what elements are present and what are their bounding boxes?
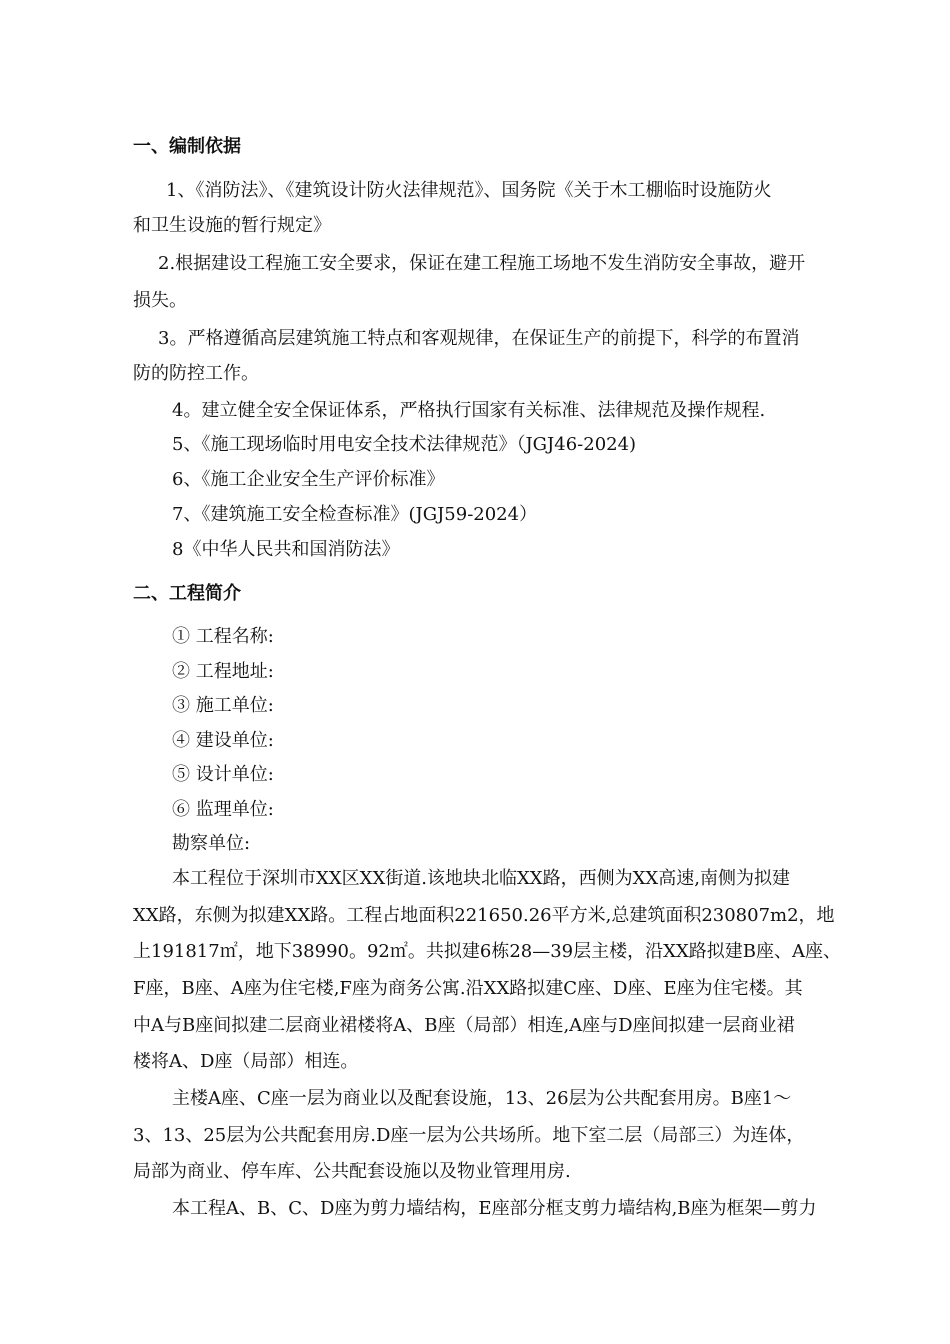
para1-line-3: 上191817㎡，地下38990。92㎡。共拟建6栋28—39层主楼，沿XX路拟建B座、A座、 xyxy=(133,941,841,962)
basis-line-6: 6、《施工企业安全生产评价标准》 xyxy=(172,469,445,490)
basis-line-1: 1、《消防法》、《建筑设计防火法律规范》、国务院《关于木工棚临时设施防火 xyxy=(166,180,772,201)
basis-line-1-cont: 和卫生设施的暂行规定》 xyxy=(133,215,331,236)
overview-item-survey-unit: 勘察单位: xyxy=(172,833,251,854)
basis-line-2-cont: 损失。 xyxy=(133,290,187,311)
para1-line-5: 中A与B座间拟建二层商业裙楼将A、B座（局部）相连,A座与D座间拟建一层商业裙 xyxy=(133,1015,795,1036)
basis-line-3: 3。严格遵循高层建筑施工特点和客观规律，在保证生产的前提下，科学的布置消 xyxy=(158,328,800,349)
para2-line-2: 3、13、25层为公共配套用房.D座一层为公共场所。地下室二层（局部三）为连体， xyxy=(133,1125,805,1146)
para1-line-2: XX路，东侧为拟建XX路。工程占地面积221650.26平方米,总建筑面积230807m2，地 xyxy=(133,905,835,926)
overview-item-owner-unit: ④ 建设单位: xyxy=(172,730,274,751)
para1-line-6: 楼将A、D座（局部）相连。 xyxy=(133,1051,359,1072)
overview-item-design-unit: ⑤ 设计单位: xyxy=(172,764,274,785)
para3-line-1: 本工程A、B、C、D座为剪力墙结构，E座部分框支剪力墙结构,B座为框架—剪力 xyxy=(172,1198,817,1219)
section-heading-basis: 一、编制依据 xyxy=(133,136,241,157)
para1-line-1: 本工程位于深圳市XX区XX街道.该地块北临XX路，西侧为XX高速,南侧为拟建 xyxy=(172,868,790,889)
section-heading-overview: 二、工程简介 xyxy=(133,583,241,604)
overview-item-supervision-unit: ⑥ 监理单位: xyxy=(172,799,274,820)
para2-line-3: 局部为商业、停车库、公共配套设施以及物业管理用房. xyxy=(133,1161,571,1182)
basis-line-8: 8《中华人民共和国消防法》 xyxy=(172,539,400,560)
overview-item-project-name: ① 工程名称: xyxy=(172,626,274,647)
basis-line-3-cont: 防的防控工作。 xyxy=(133,363,259,384)
basis-line-5: 5、《施工现场临时用电安全技术法律规范》（JGJ46-2024) xyxy=(172,434,637,455)
basis-line-4: 4。建立健全安全保证体系，严格执行国家有关标准、法律规范及操作规程. xyxy=(172,400,766,421)
basis-line-7: 7、《建筑施工安全检查标准》(JGJ59-2024） xyxy=(172,504,538,525)
overview-item-construction-unit: ③ 施工单位: xyxy=(172,695,274,716)
overview-item-project-address: ② 工程地址: xyxy=(172,661,274,682)
basis-line-2: 2.根据建设工程施工安全要求，保证在建工程施工场地不发生消防安全事故，避开 xyxy=(158,253,806,274)
para1-line-4: F座，B座、A座为住宅楼,F座为商务公寓.沿XX路拟建C座、D座、E座为住宅楼。其 xyxy=(133,978,803,999)
para2-line-1: 主楼A座、C座一层为商业以及配套设施，13、26层为公共配套用房。B座1～ xyxy=(172,1088,792,1109)
